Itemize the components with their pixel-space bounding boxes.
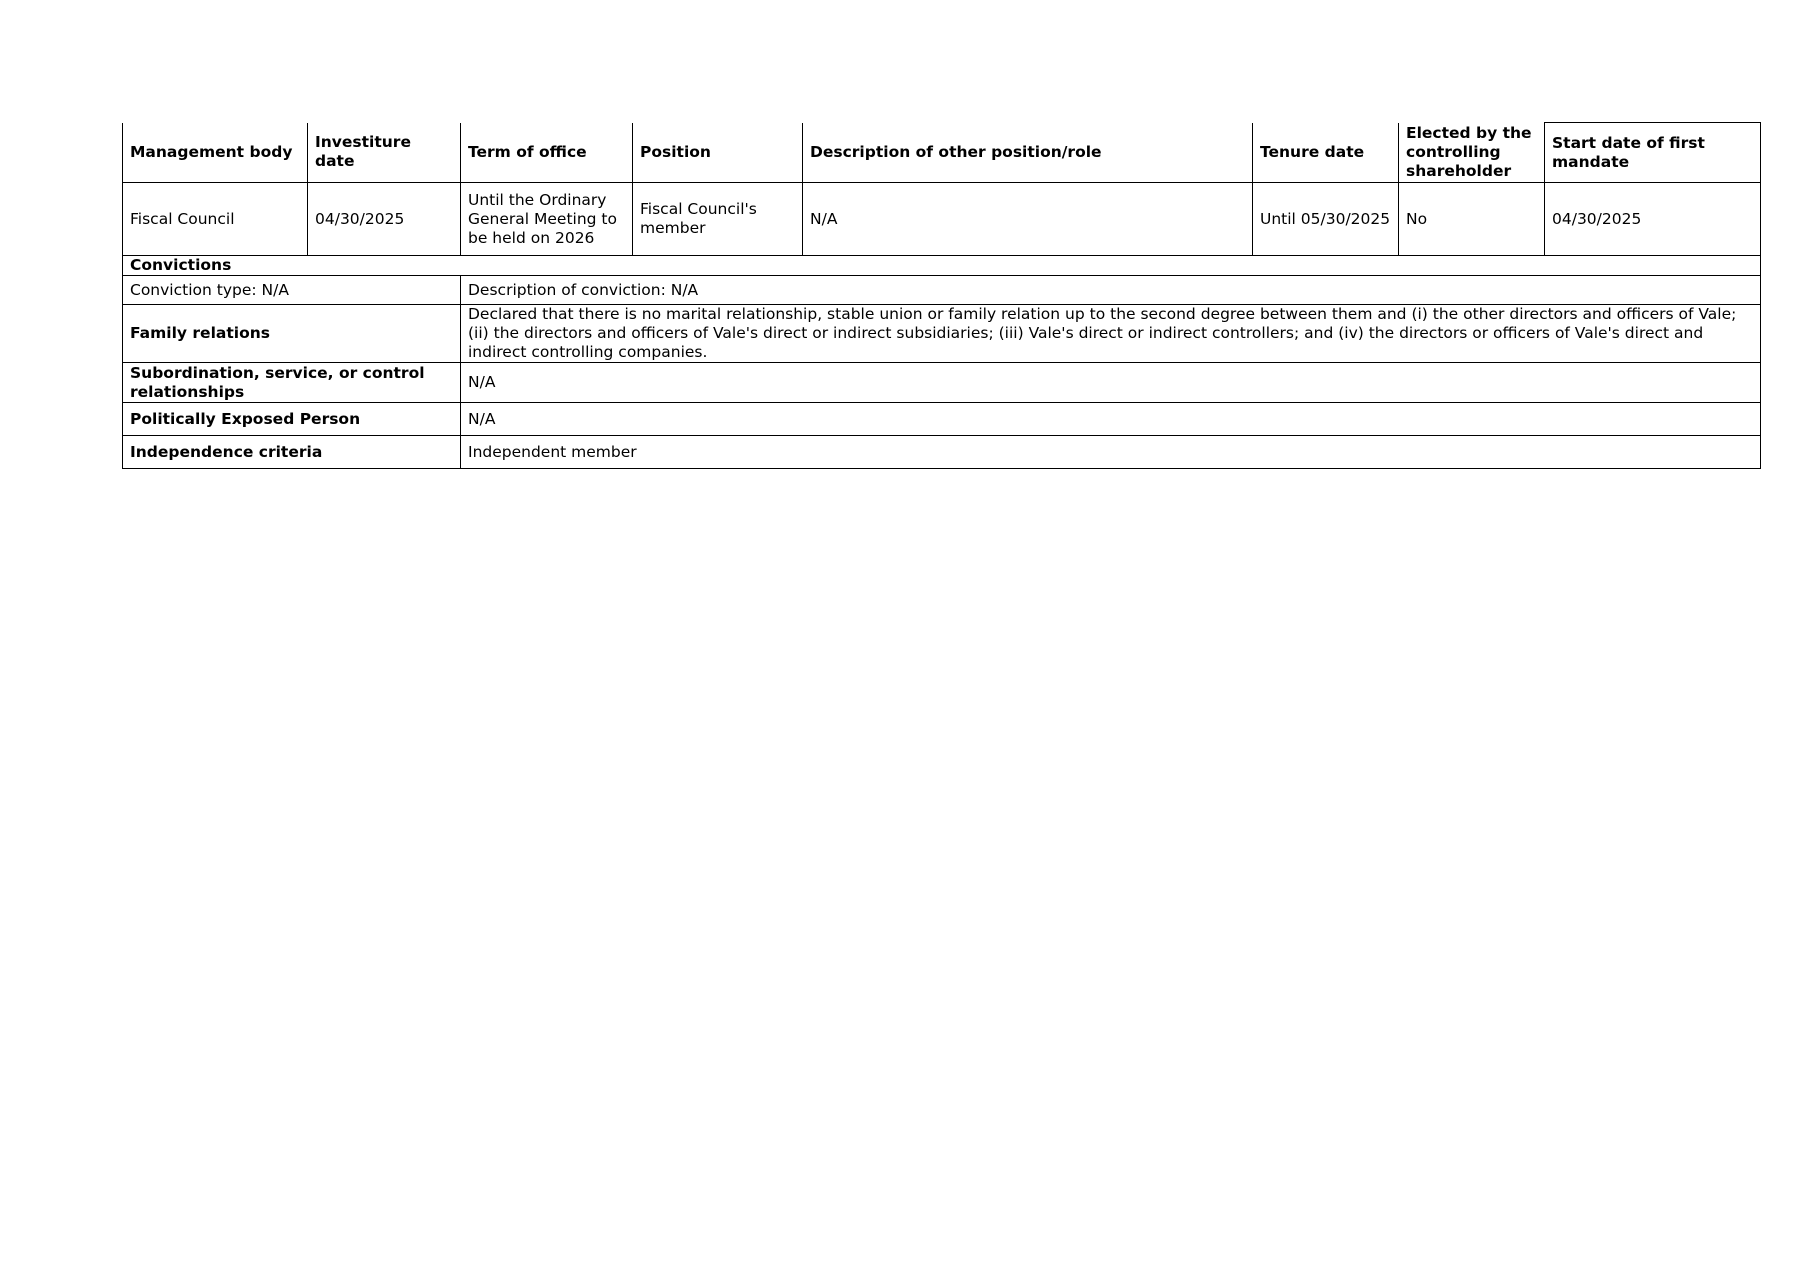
pep-value: N/A	[461, 403, 1761, 436]
header-term-of-office: Term of office	[461, 123, 633, 183]
header-management-body: Management body	[123, 123, 308, 183]
cell-management-body: Fiscal Council	[123, 183, 308, 256]
header-row	[123, 123, 1761, 183]
header-tenure-date: Tenure date	[1253, 123, 1399, 183]
table-row	[123, 183, 1761, 256]
pep-label: Politically Exposed Person	[123, 403, 461, 436]
cell-tenure-date: Until 05/30/2025	[1253, 183, 1399, 256]
subordination-value: N/A	[461, 363, 1761, 403]
management-table	[122, 122, 1761, 469]
independence-row	[123, 436, 1761, 469]
cell-description-other-position: N/A	[803, 183, 1253, 256]
cell-position: Fiscal Council's member	[633, 183, 803, 256]
header-position: Position	[633, 123, 803, 183]
subordination-row	[123, 363, 1761, 403]
cell-investiture-date: 04/30/2025	[308, 183, 461, 256]
convictions-row	[123, 276, 1761, 305]
header-investiture-date: Investiture date	[308, 123, 461, 183]
subordination-label: Subordination, service, or control relationships	[123, 363, 461, 403]
independence-value: Independent member	[461, 436, 1761, 469]
header-elected-by-controlling: Elected by the controlling shareholder	[1399, 123, 1545, 183]
header-description-other-position: Description of other position/role	[803, 123, 1253, 183]
header-start-date-first-mandate: Start date of first mandate	[1545, 123, 1761, 183]
cell-elected-by-controlling: No	[1399, 183, 1545, 256]
conviction-type: Conviction type: N/A	[123, 276, 461, 305]
independence-label: Independence criteria	[123, 436, 461, 469]
pep-row	[123, 403, 1761, 436]
convictions-title: Convictions	[123, 256, 1761, 276]
conviction-description: Description of conviction: N/A	[461, 276, 1761, 305]
family-relations-row	[123, 305, 1761, 363]
cell-term-of-office: Until the Ordinary General Meeting to be held on 2026	[461, 183, 633, 256]
cell-start-date-first-mandate: 04/30/2025	[1545, 183, 1761, 256]
family-relations-label: Family relations	[123, 305, 461, 363]
convictions-title-row	[123, 256, 1761, 276]
family-relations-value: Declared that there is no marital relationship, stable union or family relation up to the second degree between them and (i) the other directors and officers of Vale; (ii) the directors and officers of Vale's direct or indirect subsidiaries; (iii) Vale's direct or indirect controllers; and (iv) the directors or officers of Vale's direct and indirect controlling companies.	[461, 305, 1761, 363]
